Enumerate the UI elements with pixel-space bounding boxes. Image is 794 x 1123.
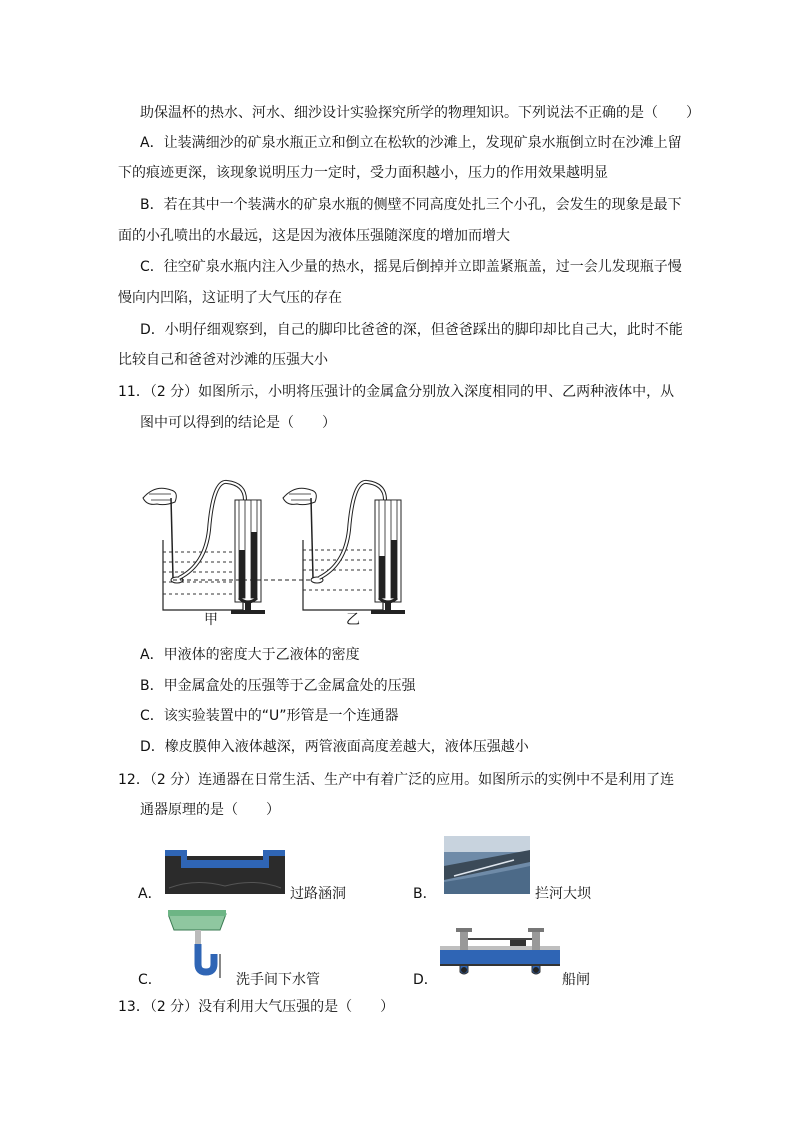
q12-option-d-letter: D． [413, 972, 438, 988]
q10-option-a-line2: 下的痕迹更深，该现象说明压力一定时，受力面积越小，压力的作用效果越明显 [118, 165, 608, 181]
q12-option-b-caption: 拦河大坝 [535, 886, 591, 902]
sink-drain-image [168, 910, 240, 980]
q11-option-a: A．甲液体的密度大于乙液体的密度 [140, 647, 360, 663]
q12-option-d-caption: 船闸 [562, 972, 590, 988]
q12-option-b-letter: B． [413, 886, 437, 902]
q12-stem-line2: 通器原理的是（ ） [140, 802, 280, 818]
q11-stem-line1: 11．（2 分）如图所示，小明将压强计的金属盒分别放入深度相同的甲、乙两种液体中，从 [118, 384, 675, 400]
q10-option-a-line1: A．让装满细沙的矿泉水瓶正立和倒立在松软的沙滩上，发现矿泉水瓶倒立时在沙滩上留 [140, 135, 682, 151]
q11-option-b: B．甲金属盒处的压强等于乙金属盒处的压强 [140, 678, 416, 694]
q10-option-c-line2: 慢向内凹陷，这证明了大气压的存在 [118, 290, 342, 306]
q11-option-c: C．该实验装置中的“U”形管是一个连通器 [140, 708, 399, 724]
q10-option-c-line1: C．往空矿泉水瓶内注入少量的热水，摇晃后倒掉并立即盖紧瓶盖，过一会儿发现瓶子慢 [140, 259, 682, 275]
q12-option-c-caption: 洗手间下水管 [236, 972, 320, 988]
pressure-gauge-figure [135, 470, 535, 635]
q11-stem-line2: 图中可以得到的结论是（ ） [140, 415, 336, 431]
q12-option-c-letter: C． [138, 972, 162, 988]
q10-intro: 助保温杯的热水、河水、细沙设计实验探究所学的物理知识。下列说法不正确的是（ ） [140, 105, 700, 121]
q10-option-d-line1: D．小明仔细观察到，自己的脚印比爸爸的深，但爸爸踩出的脚印却比自己大，此时不能 [140, 322, 683, 338]
q11-option-d: D．橡皮膜伸入液体越深，两管液面高度差越大，液体压强越小 [140, 739, 529, 755]
q13-stem: 13．（2 分）没有利用大气压强的是（ ） [118, 999, 395, 1015]
right-apparatus [283, 482, 405, 614]
dam-photo [444, 836, 530, 894]
q12-stem-line1: 12．（2 分）连通器在日常生活、生产中有着广泛的应用。如图所示的实例中不是利用了连 [118, 772, 675, 788]
q10-option-d-line2: 比较自己和爸爸对沙滩的压强大小 [118, 352, 328, 368]
figure-label-jia: 甲 [204, 612, 218, 628]
figure-label-yi: 乙 [346, 612, 360, 628]
q10-option-b-line2: 面的小孔喷出的水最远，这是因为液体压强随深度的增加而增大 [118, 228, 510, 244]
q10-option-b-line1: B．若在其中一个装满水的矿泉水瓶的侧壁不同高度处扎三个小孔，会发生的现象是最下 [140, 197, 682, 213]
culvert-image [165, 848, 285, 894]
left-apparatus [143, 482, 265, 614]
ship-lock-image [440, 926, 560, 976]
q12-option-a-caption: 过路涵洞 [290, 886, 346, 902]
q12-option-a-letter: A． [138, 886, 162, 902]
